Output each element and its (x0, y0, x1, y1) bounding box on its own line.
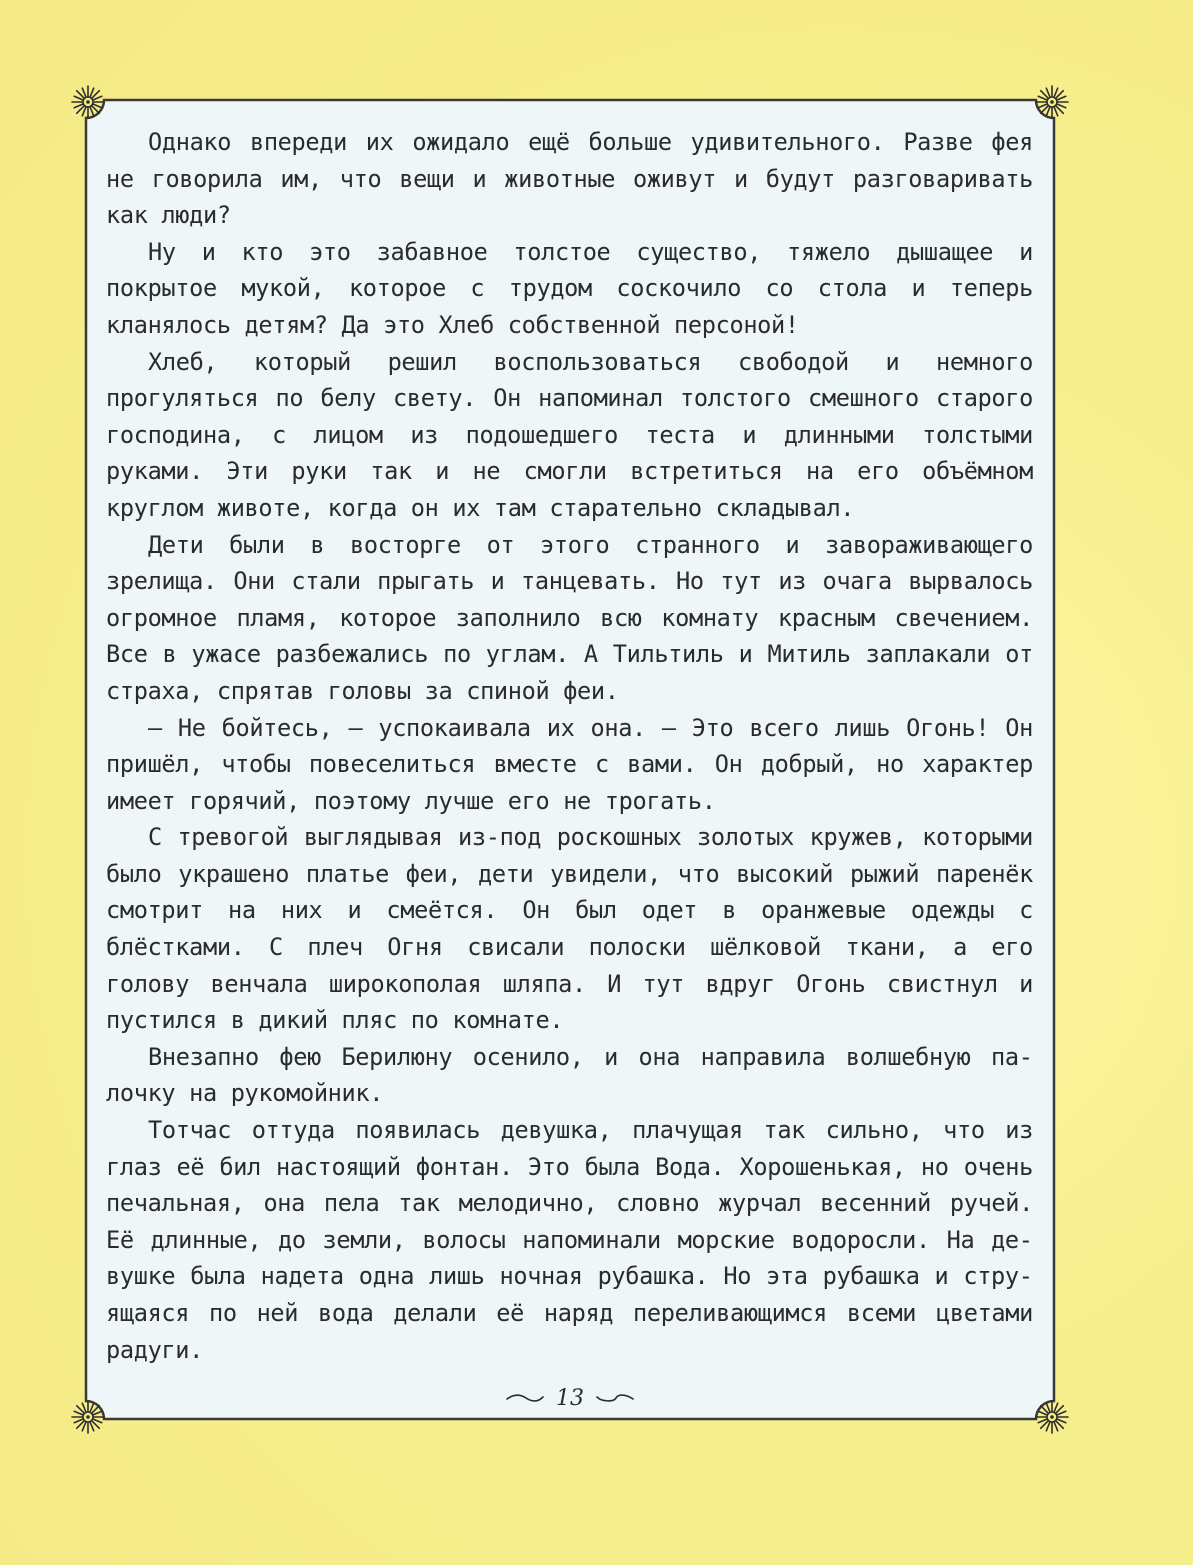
paragraph: Ну и кто это забавное толстое существо, тяжело дышащее и покрытое мукой, которое с трудом соскочило со стола и теперь кланялось детям? Да это Хлеб собственной персоной! (106, 237, 1033, 339)
paragraph: Дети были в восторге от этого странного и завораживающего зрелища. Они стали прыгать и танцевать. Но тут из очага вырвалось огромное пламя, которое заполнило всю комнату красным свечением. Все в ужасе разбежались по углам. А Тильтиль и Митиль заплакали от страха, спрятав головы за спиной феи. (106, 530, 1033, 705)
page-frame (80, 94, 1060, 1425)
swash-right-icon (596, 1392, 634, 1404)
page-number-row (80, 1380, 1060, 1416)
text-body (106, 124, 1033, 1368)
sunburst-ornament-icon (1032, 82, 1072, 122)
paragraph: С тревогой выглядывая из-под роскошных золотых кружев, которыми было украшено платье феи, дети увидели, что высокий рыжий паренёк смотрит на них и смеётся. Он был одет в оранжевые одежды с блёстками. С плеч Огня свисали полоски шёлковой ткани, а его голову венчала широкополая шляпа. И тут вдруг Огонь свистнул и пустился в дикий пляс по комнате. (106, 823, 1033, 1035)
swash-left-icon (506, 1392, 544, 1404)
paragraph: — Не бойтесь, — успокаивала их она. — Это всего лишь Огонь! Он пришёл, чтобы повеселиться вместе с вами. Он добрый, но характер имеет горячий, поэтому лучше его не трогать. (106, 713, 1033, 815)
paragraph: Внезапно фею Берилюну осенило, и она направила волшебную палочку на рукомойник. (106, 1042, 1033, 1108)
paragraph: Хлеб, который решил воспользоваться свободой и немного прогуляться по белу свету. Он напоминал толстого смешного старого господина, с лицом из подошедшего теста и длинными толстыми руками. Эти руки так и не смогли встретиться на его объёмном круглом животе, когда он их там старательно складывал. (106, 347, 1033, 522)
paragraph: Тотчас оттуда появилась девушка, плачущая так сильно, что из глаз её бил настоящий фонтан. Это была Вода. Хорошенькая, но очень печальная, она пела так мелодично, словно журчал весенний ручей. Её длинные, до земли, волосы напоминали морские водоросли. На девушке была надета одна лишь ночная рубашка. Но эта рубашка и струящаяся по ней вода делали её наряд переливающимся всеми цветами радуги. (106, 1116, 1033, 1364)
sunburst-ornament-icon (68, 82, 108, 122)
paragraph: Однако впереди их ожидало ещё больше удивительного. Разве фея не говорила им, что вещи и животные оживут и будут разговаривать как люди? (106, 128, 1033, 230)
page-number: 13 (556, 1385, 584, 1411)
